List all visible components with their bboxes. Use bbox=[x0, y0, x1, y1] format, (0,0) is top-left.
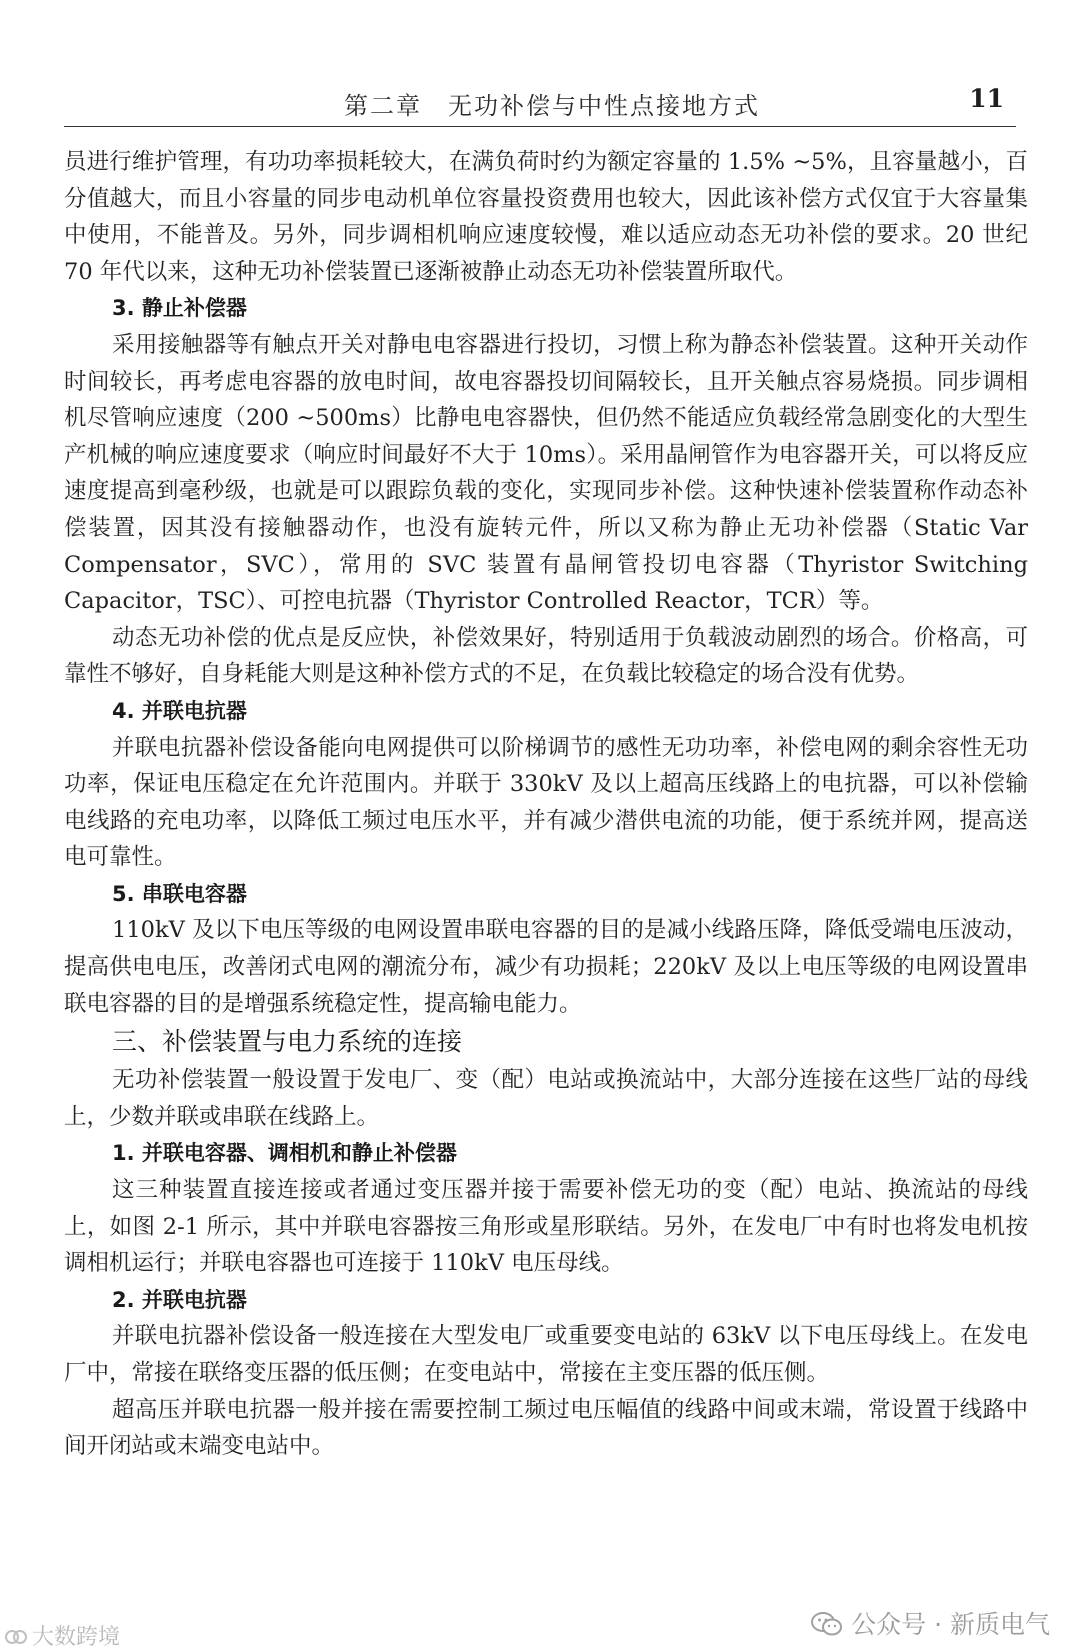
subheading-shunt-capacitor: 1. 并联电容器、调相机和静止补偿器 bbox=[112, 1141, 457, 1166]
chapter-title: 第二章 无功补偿与中性点接地方式 bbox=[344, 92, 760, 120]
paragraph: 这三种装置直接连接或者通过变压器并接于需要补偿无功的变（配）电站、换流站的母线上，如图 2-1 所示，其中并联电容器按三角形或星形联结。另外，在发电厂中有时也将发电机按调相机运行；并联电容器也可连接于 110kV 电压母线。 bbox=[64, 1177, 1028, 1277]
subheading-series-capacitor: 5. 串联电容器 bbox=[112, 881, 247, 906]
paragraph: 110kV 及以下电压等级的电网设置串联电容器的目的是减小线路压降，降低受端电压波动，提高供电电压，改善闭式电网的潮流分布，减少有功损耗；220kV 及以上电压等级的电网设置串联电容器的目的是增强系统稳定性，提高输电能力。 bbox=[64, 917, 1028, 1017]
running-header bbox=[64, 84, 1016, 127]
subheading-shunt-reactor-2: 2. 并联电抗器 bbox=[112, 1287, 247, 1312]
brand-watermark bbox=[4, 1620, 120, 1651]
paragraph: 并联电抗器补偿设备能向电网提供可以阶梯调节的感性无功功率，补偿电网的剩余容性无功功率，保证电压稳定在允许范围内。并联于 330kV 及以上超高压线路上的电抗器，可以补偿输电线路的充电功率，以降低工频过电压水平，并有减少潜供电流的功能，便于系统并网，提高送电可靠性。 bbox=[64, 734, 1028, 871]
wechat-watermark bbox=[811, 1605, 1050, 1641]
logo-icon bbox=[4, 1626, 28, 1648]
paragraph: 动态无功补偿的优点是反应快，补偿效果好，特别适用于负载波动剧烈的场合。价格高，可靠性不够好，自身耗能大则是这种补偿方式的不足，在负载比较稳定的场合没有优势。 bbox=[64, 624, 1028, 688]
page-number: 11 bbox=[969, 84, 1004, 113]
wechat-icon bbox=[811, 1611, 843, 1637]
paragraph: 并联电抗器补偿设备一般连接在大型发电厂或重要变电站的 63kV 以下电压母线上。在发电厂中，常接在联络变压器的低压侧；在变电站中，常接在主变压器的低压侧。 bbox=[64, 1323, 1028, 1386]
section-heading: 三、补偿装置与电力系统的连接 bbox=[112, 1027, 463, 1057]
watermark-text: 大数跨境 bbox=[32, 1625, 121, 1650]
paragraph: 无功补偿装置一般设置于发电厂、变（配）电站或换流站中，大部分连接在这些厂站的母线上，少数并联或串联在线路上。 bbox=[64, 1067, 1028, 1130]
paragraph: 员进行维护管理，有功功率损耗较大，在满负荷时约为额定容量的 1.5% ~5%，且容量越小，百分值越大，而且小容量的同步电动机单位容量投资费用也较大，因此该补偿方式仅宜于大容量集中使用，不能普及。另外，同步调相机响应速度较慢，难以适应动态无功补偿的要求。20 世纪 70 年代以来，这种无功补偿装置已逐渐被静止动态无功补偿装置所取代。 bbox=[64, 149, 1028, 285]
watermark-text: 公众号 · 新质电气 bbox=[851, 1610, 1050, 1639]
page-body bbox=[64, 144, 1028, 1465]
paragraph: 采用接触器等有触点开关对静电电容器进行投切，习惯上称为静态补偿装置。这种开关动作时间较长，再考虑电容器的放电时间，故电容器投切间隔较长，且开关触点容易烧损。同步调相机尽管响应速度（200 ~500ms）比静电电容器快，但仍然不能适应负载经常急剧变化的大型生产机械的响应速度要求（响应时间最好不大于 10ms）。采用晶闸管作为电容器开关，可以将反应速度提高到毫秒级，也就是可以跟踪负载的变化，实现同步补偿。这种快速补偿装置称作动态补偿装置，因其没有接触器动作，也没有旋转元件，所以又称为静止无功补偿器（Static Var Compensator，SVC），常用的 SVC 装置有晶闸管投切电容器（Thyristor Switching Capacitor，TSC）、可控电抗器（Thyristor Controlled Reactor，TCR）等。 bbox=[64, 331, 1028, 615]
paragraph: 超高压并联电抗器一般并接在需要控制工频过电压幅值的线路中间或末端，常设置于线路中间开闭站或末端变电站中。 bbox=[64, 1396, 1028, 1460]
subheading-static-compensator: 3. 静止补偿器 bbox=[112, 296, 247, 321]
subheading-shunt-reactor: 4. 并联电抗器 bbox=[112, 698, 247, 723]
